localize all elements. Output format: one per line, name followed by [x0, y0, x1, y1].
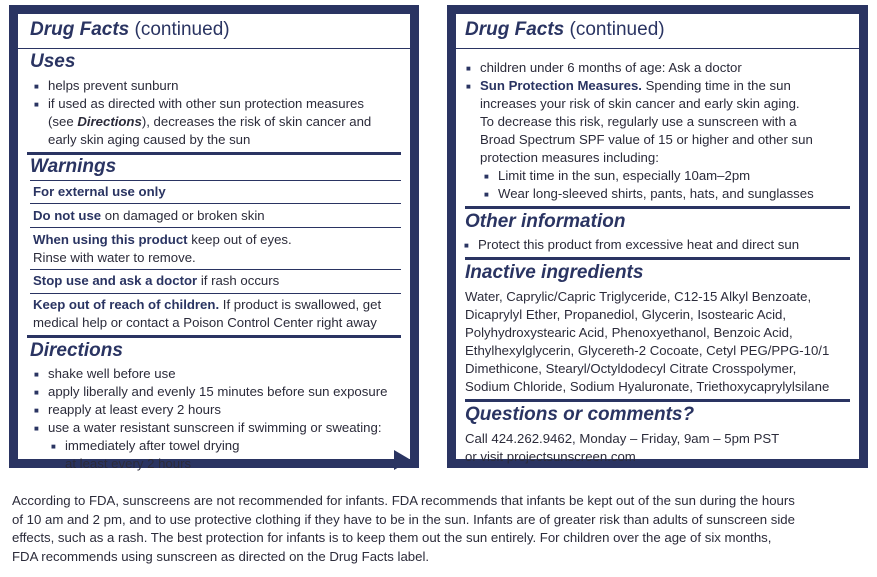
rule	[30, 180, 401, 181]
directions-subitem: ■ at least every 2 hours	[65, 455, 191, 473]
external-use-warning: For external use only	[33, 184, 166, 199]
uses-heading: Uses	[30, 51, 76, 72]
infant-footnote	[12, 492, 874, 566]
keep-out-of-reach-warning: Keep out of reach of children. If product is swallowed, get	[33, 297, 382, 312]
directions-item: ■ reapply at least every 2 hours	[48, 401, 221, 419]
sun-protection-subitem: ■ Wear long-sleeved shirts, pants, hats, and sunglasses	[498, 185, 814, 203]
footnote-line: FDA recommends using sunscreen as directed on the Drug Facts label.	[12, 548, 430, 564]
sun-protection-subitem: ■ Limit time in the sun, especially 10am–2pm	[498, 167, 750, 185]
sun-protection-text: protection measures including:	[480, 150, 659, 165]
uses-item-continued: early skin aging caused by the sun	[48, 132, 251, 147]
warnings-heading: Warnings	[30, 156, 117, 177]
rule	[30, 227, 401, 228]
inactive-ingredients-line: Dicaprylyl Ether, Propanediol, Glycerin, Isostearic Acid,	[465, 307, 787, 322]
panel-header	[456, 14, 859, 49]
drug-facts-panel-right	[447, 5, 868, 468]
inactive-ingredients-line: Water, Caprylic/Capric Triglyceride, C12-15 Alkyl Benzoate,	[465, 289, 812, 304]
inactive-ingredients-line: Ethylhexylglycerin, Glycereth-2 Cocoate, Cetyl PEG/PPG-10/1	[465, 343, 830, 358]
directions-item: ■ apply liberally and evenly 15 minutes before sun exposure	[48, 383, 387, 401]
children-warning: ■ children under 6 months of age: Ask a doctor	[480, 59, 742, 77]
sun-protection-measures: ■ Sun Protection Measures. Spending time in the sun	[480, 77, 791, 95]
keep-out-of-reach-continued: medical help or contact a Poison Control Center right away	[33, 315, 377, 330]
sun-protection-text: increases your risk of skin cancer and early skin aging.	[480, 96, 800, 111]
directions-subitem: ■ immediately after towel drying	[65, 437, 239, 455]
sun-protection-text: To decrease this risk, regularly use a sunscreen with a	[480, 114, 797, 129]
drug-facts-panel-left	[9, 5, 419, 471]
panel-title: Drug Facts (continued)	[30, 19, 230, 40]
triangle-right-icon	[394, 450, 411, 470]
uses-item: ■ if used as directed with other sun protection measures	[48, 95, 364, 113]
other-information-item: ■ Protect this product from excessive heat and direct sun	[478, 236, 799, 254]
rule	[30, 293, 401, 294]
inactive-ingredients-line: Sodium Chloride, Sodium Hyaluronate, Triethoxycaprylylsilane	[465, 379, 830, 394]
questions-heading: Questions or comments?	[465, 404, 695, 425]
section-divider	[465, 257, 850, 260]
rule	[30, 203, 401, 204]
footnote-line: of 10 am and 2 pm, and to use protective clothing if they have to be in the sun. Infants are of greater risk than adults of sunscreen side	[12, 511, 795, 527]
section-divider	[27, 335, 401, 338]
do-not-use-warning: Do not use on damaged or broken skin	[33, 208, 265, 223]
inactive-ingredients-line: Polyhydroxystearic Acid, Phenoxyethanol, Benzoic Acid,	[465, 325, 793, 340]
footnote-line: effects, such as a rash. The best protection for infants is to keep them out the sun entirely. For children over the age of six months,	[12, 530, 772, 545]
other-information-heading: Other information	[465, 211, 626, 232]
uses-item: ■ helps prevent sunburn	[48, 77, 179, 95]
footnote-line: According to FDA, sunscreens are not recommended for infants. FDA recommends that infants be kept out of the sun during the hours	[12, 493, 795, 508]
section-divider	[27, 152, 401, 155]
directions-heading: Directions	[30, 340, 123, 361]
section-divider	[465, 206, 850, 209]
inactive-ingredients-heading: Inactive ingredients	[465, 262, 644, 283]
questions-phone: Call 424.262.9462, Monday – Friday, 9am – 5pm PST	[465, 431, 780, 446]
sun-protection-text: Broad Spectrum SPF value of 15 or higher and other sun	[480, 132, 813, 147]
panel-header	[18, 14, 410, 49]
directions-item: ■ use a water resistant sunscreen if swimming or sweating:	[48, 419, 382, 437]
questions-website: or visit projectsunscreen.com	[465, 449, 636, 464]
rule	[30, 269, 401, 270]
rinse-instruction: Rinse with water to remove.	[33, 250, 196, 265]
directions-item: ■ shake well before use	[48, 365, 176, 383]
uses-item-continued: (see Directions), decreases the risk of skin cancer and	[48, 114, 372, 129]
stop-use-warning: Stop use and ask a doctor if rash occurs	[33, 273, 280, 288]
inactive-ingredients-line: Dimethicone, Stearyl/Octyldodecyl Citrate Crosspolymer,	[465, 361, 797, 376]
section-divider	[465, 399, 850, 402]
when-using-warning: When using this product keep out of eyes.	[33, 232, 292, 247]
panel-title: Drug Facts (continued)	[465, 19, 665, 40]
